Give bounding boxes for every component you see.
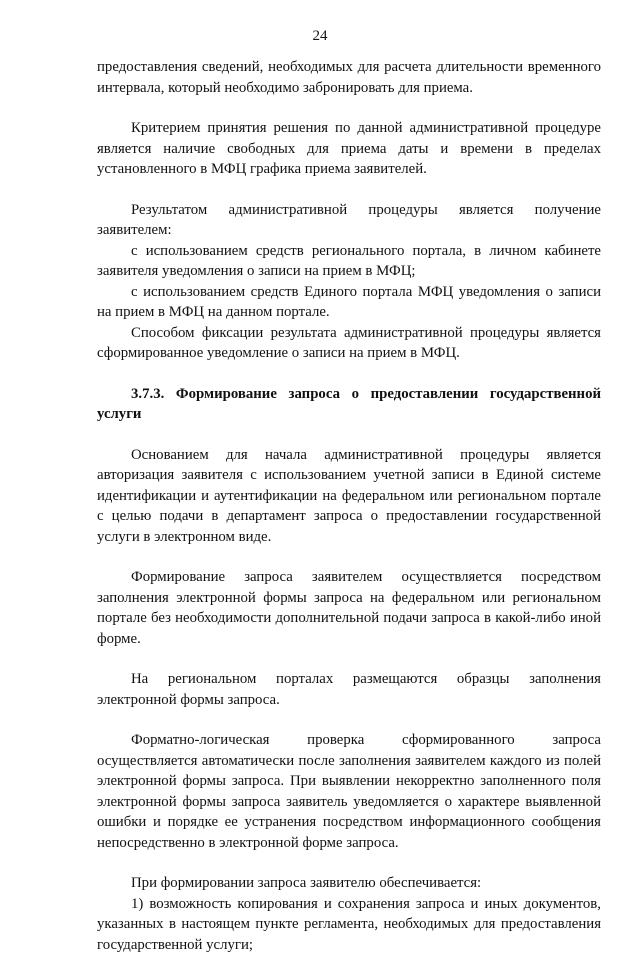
document-body xyxy=(97,57,601,955)
paragraph-5: с использованием средств Единого портала МФЦ уведомления о записи на прием в МФЦ на данном портале. xyxy=(97,282,601,323)
paragraph-12: 1) возможность копирования и сохранения запроса и иных документов, указанных в настоящем пункте регламента, необходимых для предоставления государственной услуги; xyxy=(97,894,601,955)
paragraph-2: Критерием принятия решения по данной административной процедуре является наличие свободных для приема даты и времени в пределах установленного в МФЦ графика приема заявителей. xyxy=(97,118,601,180)
paragraph-7: Основанием для начала административной процедуры является авторизация заявителя с использованием учетной записи в Единой системе идентификации и аутентификации на федеральном или региональном портале с целью подачи в департамент запроса о предоставлении государственной услуги в электронном виде. xyxy=(97,445,601,548)
paragraph-8: Формирование запроса заявителем осуществляется посредством заполнения электронной формы запроса на федеральном или региональном портале без необходимости дополнительной подачи запроса в какой-либо иной форме. xyxy=(97,567,601,649)
paragraph-10: Форматно-логическая проверка сформированного запроса осуществляется автоматически после заполнения заявителем каждого из полей электронной формы запроса. При выявлении некорректно заполненного поля электронной формы запроса заявитель уведомляется о характере выявленной ошибки и порядке ее устранения посредством информационного сообщения непосредственно в электронной форме запроса. xyxy=(97,730,601,853)
paragraph-9: На региональном порталах размещаются образцы заполнения электронной формы запроса. xyxy=(97,669,601,710)
paragraph-4: с использованием средств регионального портала, в личном кабинете заявителя уведомления о записи на прием в МФЦ; xyxy=(97,241,601,282)
paragraph-11: При формировании запроса заявителю обеспечивается: xyxy=(97,873,601,894)
paragraph-6: Способом фиксации результата административной процедуры является сформированное уведомление о записи на прием в МФЦ. xyxy=(97,323,601,364)
paragraph-1: предоставления сведений, необходимых для расчета длительности временного интервала, который необходимо забронировать для приема. xyxy=(97,57,601,98)
paragraph-3: Результатом административной процедуры является получение заявителем: xyxy=(97,200,601,241)
section-heading: 3.7.3. Формирование запроса о предоставлении государственной услуги xyxy=(97,384,601,425)
page-number: 24 xyxy=(0,28,640,45)
